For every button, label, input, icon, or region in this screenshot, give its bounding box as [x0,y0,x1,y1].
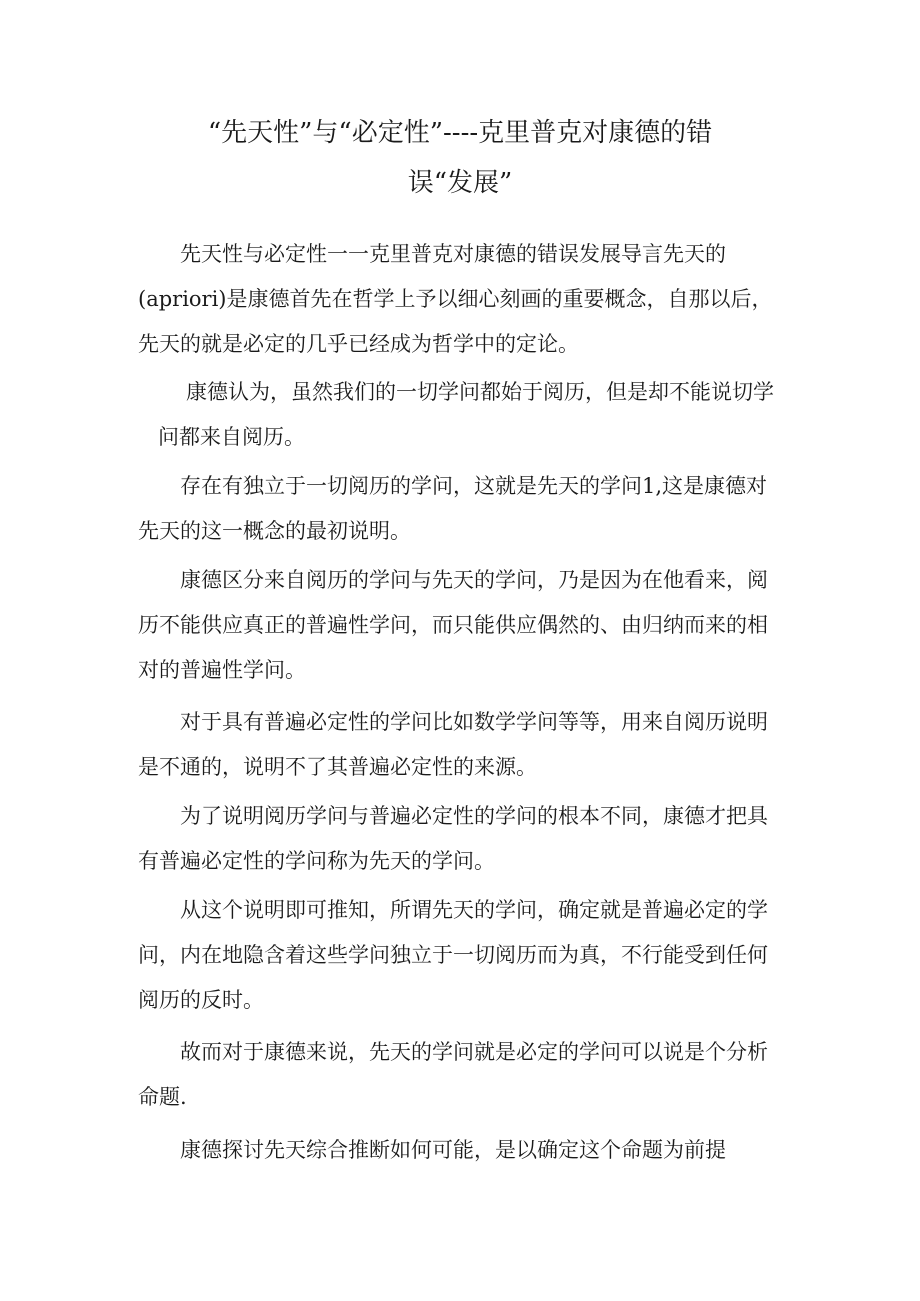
paragraph-2 [138,370,786,460]
paragraph-line: 命题. [138,1085,187,1109]
paragraph-8 [138,1030,786,1120]
paragraph-1 [138,232,786,367]
paragraph-line: 康德探讨先天综合推断如何可能，是以确定这个命题为前提 [180,1138,726,1162]
paragraph-line: 问，内在地隐含着这些学问独立于一切阅历而为真，不行能受到任何 [138,943,768,967]
paragraph-6 [138,794,786,884]
paragraph-line: 为了说明阅历学问与普遍必定性的学问的根本不同，康德才把具 [180,804,768,828]
paragraph-line: 先天的这一概念的最初说明。 [138,519,411,543]
paragraph-line: 是不通的，说明不了其普遍必定性的来源。 [138,755,537,779]
paragraph-5 [138,700,786,790]
paragraph-line: 康德认为，虽然我们的一切学问都始于阅历，但是却不能说切学 [186,380,774,404]
paragraph-line: 对的普遍性学问。 [138,658,306,682]
paragraph-line: 阅历的反时。 [138,988,264,1012]
paragraph-line: 存在有独立于一切阅历的学问，这就是先天的学问1,这是康德对 [180,474,768,498]
paragraph-line: 先天的就是必定的几乎已经成为哲学中的定论。 [138,332,579,356]
paragraph-line: 从这个说明即可推知，所谓先天的学问，确定就是普遍必定的学 [180,898,768,922]
paragraph-line: 问都来自阅历。 [158,425,305,449]
document-title-line-2: 误“发展” [407,168,513,198]
paragraph-line: 先天性与必定性一一克里普克对康德的错误发展导言先天的 [180,242,726,266]
paragraph-line: 故而对于康德来说，先天的学问就是必定的学问可以说是个分析 [180,1040,768,1064]
paragraph-3 [138,464,786,554]
paragraph-4 [138,558,786,693]
paragraph-7 [138,888,786,1023]
paragraph-line: 历不能供应真正的普遍性学问，而只能供应偶然的、由归纳而来的相 [138,613,768,637]
paragraph-line: 康德区分来自阅历的学问与先天的学问，乃是因为在他看来，阅 [180,568,768,592]
document-title-line-1: “先天性”与“必定性”----克里普克对康德的错 [207,118,713,148]
paragraph-9 [138,1128,786,1173]
paragraph-line: (apriori)是康德首先在哲学上予以细心刻画的重要概念，自那以后， [138,287,773,311]
paragraph-line: 有普遍必定性的学问称为先天的学问。 [138,849,495,873]
paragraph-line: 对于具有普遍必定性的学问比如数学学问等等，用来自阅历说明 [180,710,768,734]
